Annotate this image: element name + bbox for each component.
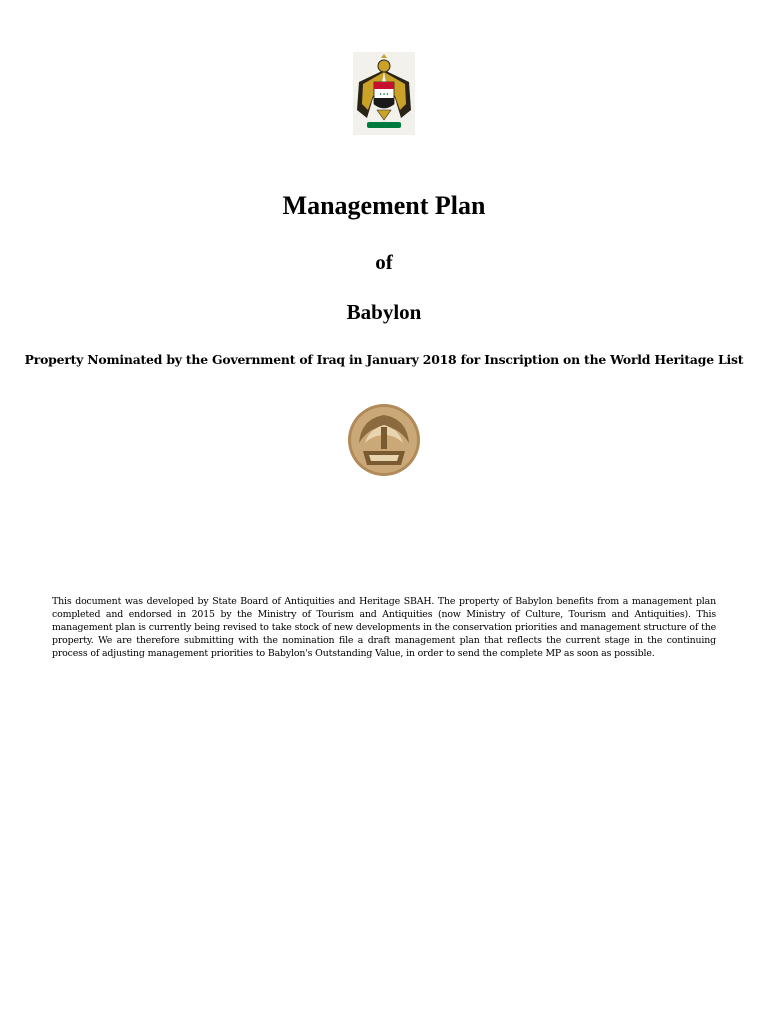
logo-base-highlight — [369, 455, 399, 461]
of-label: of — [375, 250, 393, 274]
ribbon-shape — [367, 122, 401, 128]
shield-red-band — [374, 82, 394, 89]
eagle-head — [378, 60, 390, 72]
svg-text:✦✦✦: ✦✦✦ — [378, 91, 390, 97]
document-note-paragraph: This document was developed by State Board of Antiquities and Heritage SBAH. The property of Babylon benefits from a management plan completed and endorsed in 2015 by the Ministry of Tourism and Antiquities (now Ministry of Culture, Tourism and Antiquities). This management plan is currently being revised to take stock of new developments in the conservation priorities and management structure of the property. We are therefore submitting with the nomination file a draft management plan that reflects the current stage in the continuing process of adjusting management priorities to Babylon's Outstanding Value, in order to send the complete MP as soon as possible. — [52, 596, 716, 659]
logo-column — [381, 427, 387, 449]
property-name: Babylon — [346, 300, 422, 324]
eagle-crest — [381, 54, 387, 58]
coat-of-arms-graphic — [353, 52, 415, 135]
sbah-logo-graphic — [347, 403, 421, 477]
document-subtitle: Property Nominated by the Government of Iraq in January 2018 for Inscription on the World Heritage List — [24, 352, 744, 367]
eagle-tail — [377, 110, 391, 120]
iraq-coat-of-arms-icon — [353, 52, 415, 135]
sbah-logo-icon — [347, 403, 421, 477]
document-title: Management Plan — [282, 191, 486, 220]
